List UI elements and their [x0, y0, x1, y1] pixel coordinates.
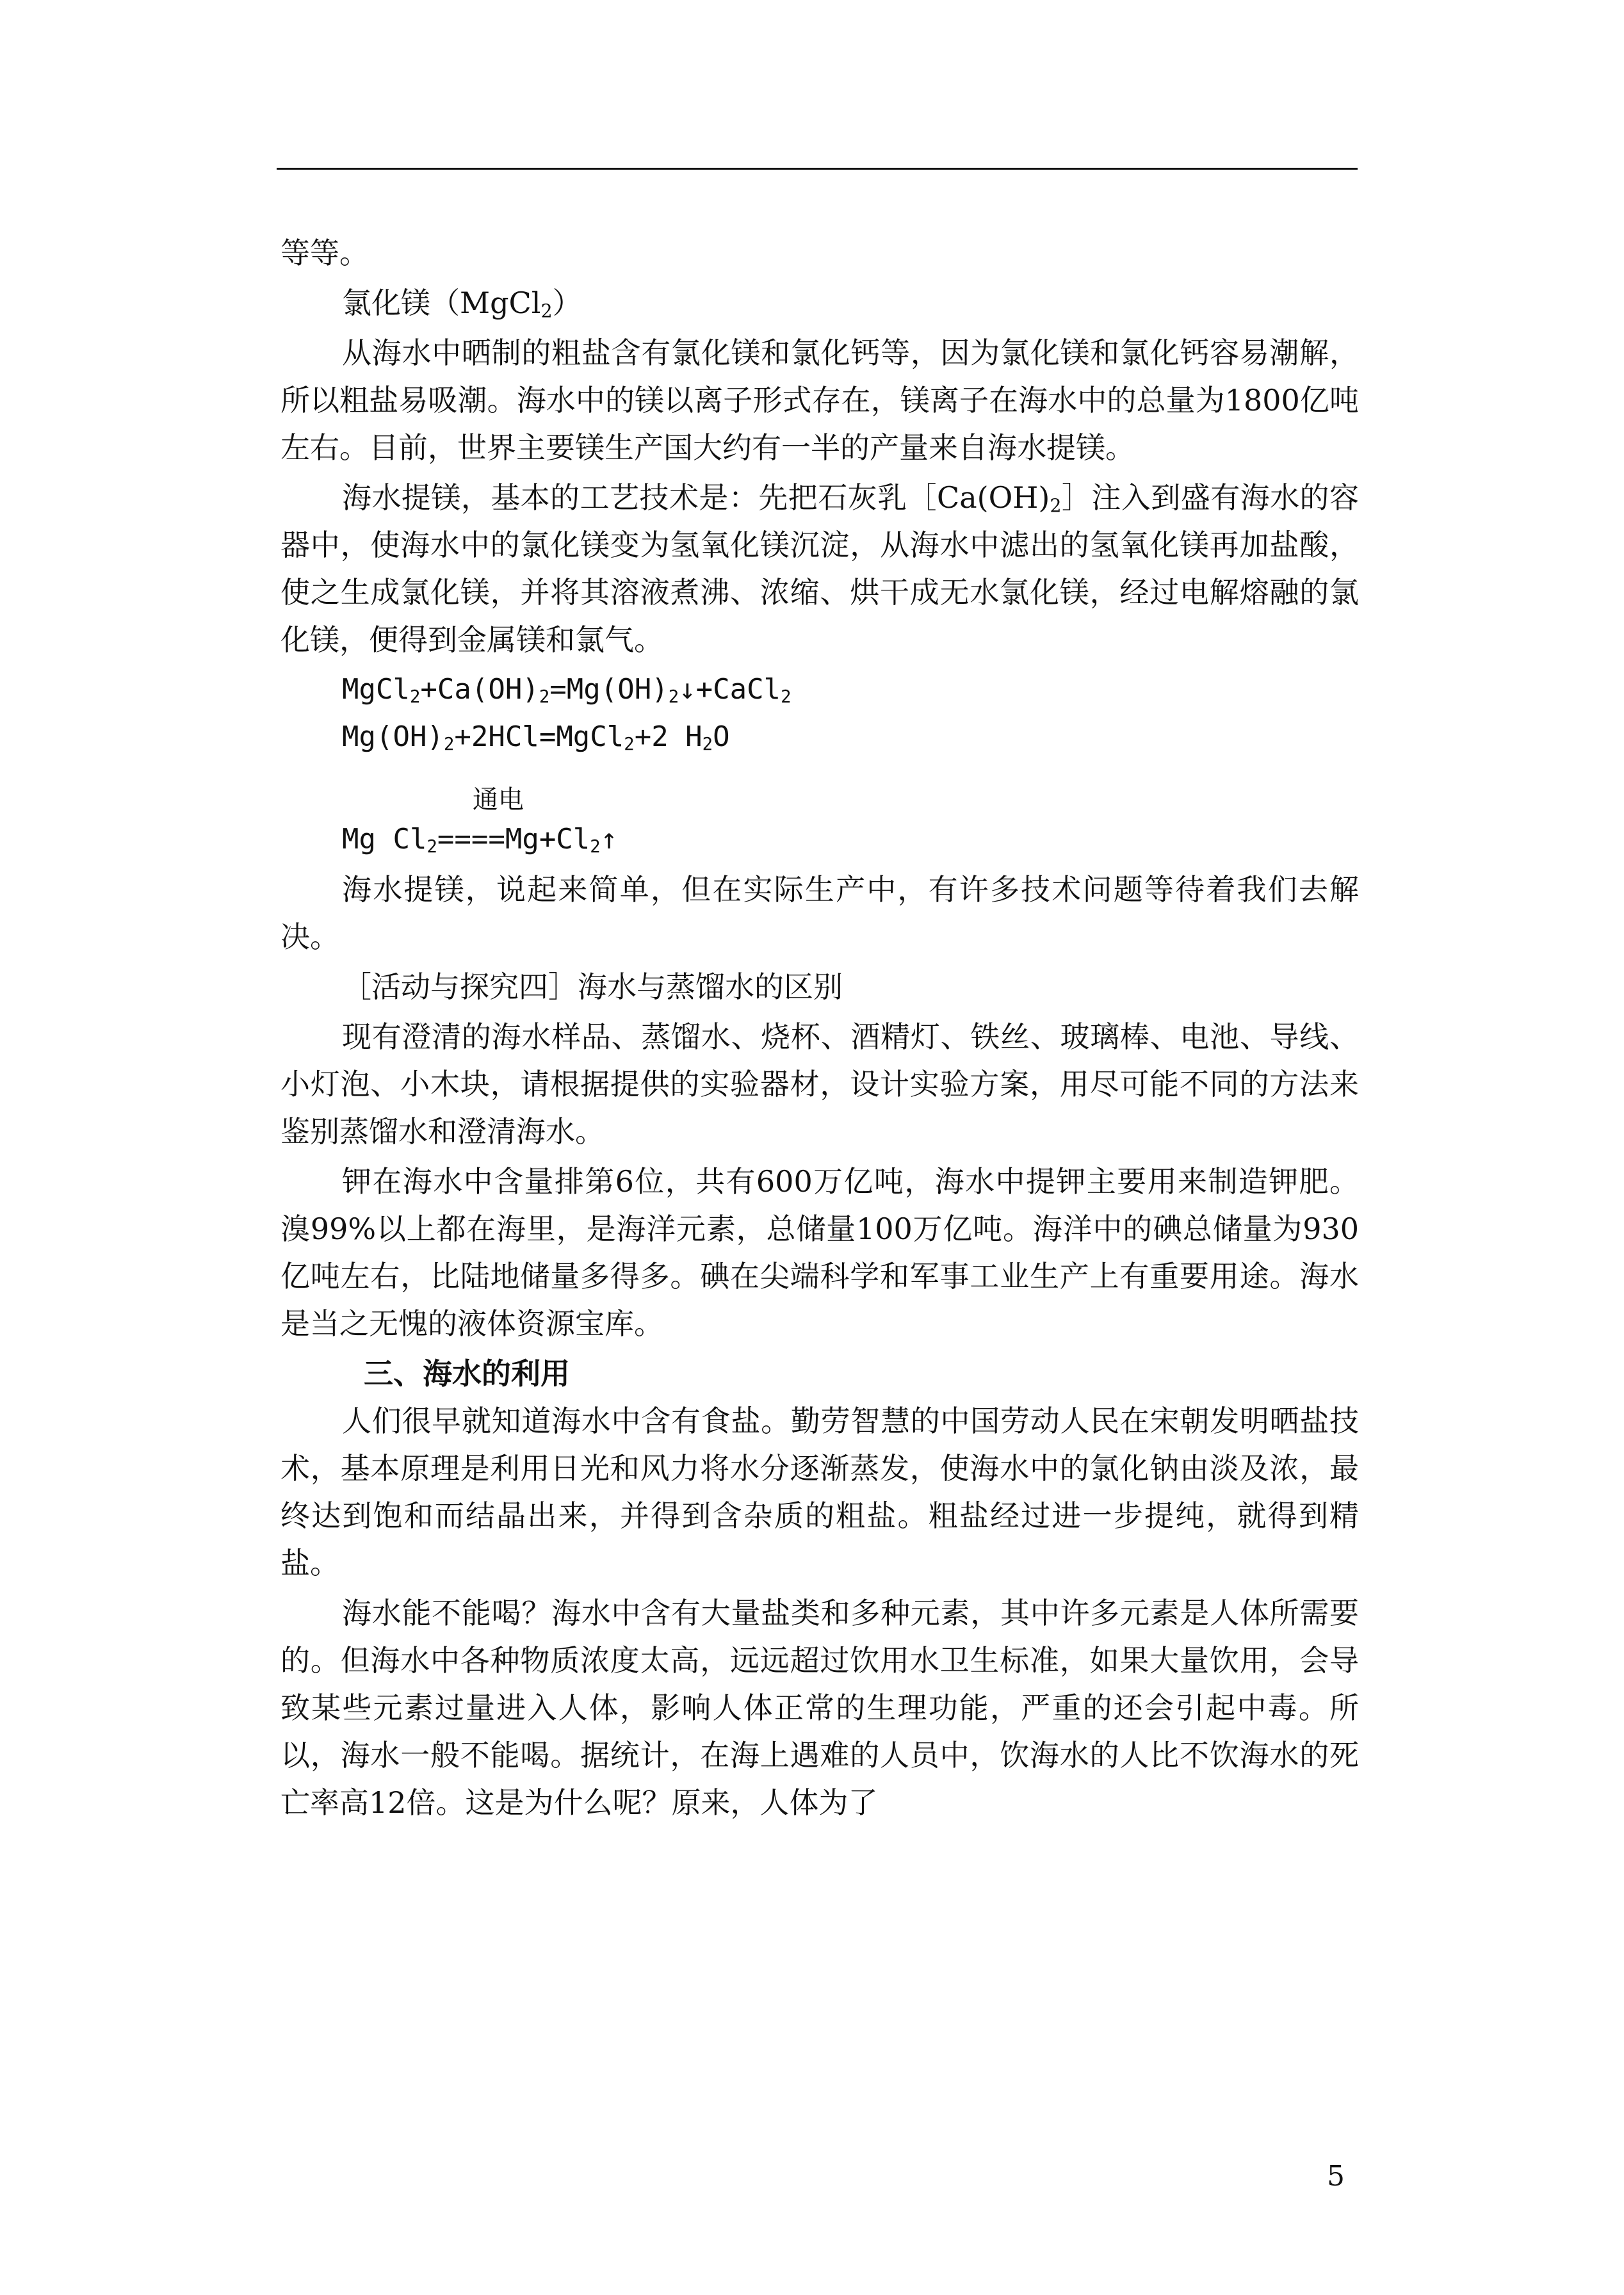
paragraph-magnesium-process [280, 474, 1359, 663]
equation-3 [280, 816, 1359, 863]
equation-1 [280, 666, 1359, 713]
subscript: 2 [624, 734, 635, 754]
subscript: 2 [781, 687, 792, 707]
page-number: 5 [1327, 2160, 1345, 2193]
activity-heading: ［活动与探究四］海水与蒸馏水的区别 [342, 969, 843, 1004]
subscript: 2 [668, 687, 679, 707]
paragraph-mgcl2-source: 从海水中晒制的粗盐含有氯化镁和氯化钙等，因为氯化镁和氯化钙容易潮解，所以粗盐易吸潮。海水中的镁以离子形式存在，镁离子在海水中的总量为1800亿吨左右。目前，世界主要镁生产国大约有一半的产量来自海水提镁。 [280, 336, 1359, 465]
subscript: 2 [702, 734, 713, 754]
paragraph-challenges: 海水提镁，说起来简单，但在实际生产中，有许多技术问题等待着我们去解决。 [280, 872, 1359, 954]
eq-text: =Mg(OH) [549, 673, 669, 706]
eq-text: ====Mg+Cl [437, 823, 590, 856]
eq-text: ↓+CaCl [679, 673, 781, 706]
subscript: 2 [1050, 495, 1062, 517]
section-heading-three: 三、海水的利用 [364, 1356, 570, 1391]
eq-text: +Ca(OH) [420, 673, 539, 706]
eq-text: ↑ [600, 823, 618, 856]
header-rule [277, 168, 1358, 170]
subscript: 2 [443, 734, 455, 754]
eq-text: O [713, 720, 730, 753]
subscript: 2 [426, 837, 437, 857]
paragraph-salt-history: 人们很早就知道海水中含有食盐。勤劳智慧的中国劳动人民在宋朝发明晒盐技术，基本原理是利用日光和风力将水分逐渐蒸发，使海水中的氯化钠由淡及浓，最终达到饱和而结晶出来，并得到含杂质的粗盐。粗盐经过进一步提纯，就得到精盐。 [280, 1404, 1359, 1580]
subscript: 2 [590, 837, 601, 857]
process-text-a: 海水提镁，基本的工艺技术是：先把石灰乳［Ca(OH) [342, 480, 1050, 515]
eq-text: +2HCl=MgCl [454, 720, 624, 753]
eq-text: Mg Cl [342, 823, 427, 856]
subscript: 2 [539, 687, 550, 707]
paragraph-continuation: 等等。 [280, 236, 369, 270]
paragraph-potassium-bromine-iodine: 钾在海水中含量排第6位，共有600万亿吨，海水中提钾主要用来制造钾肥。溴99%以上都在海里，是海洋元素，总储量100万亿吨。海洋中的碘总储量为930亿吨左右，比陆地储量多得多。碘在尖端科学和军事工业生产上有重要用途。海水是当之无愧的液体资源宝库。 [280, 1164, 1359, 1341]
paragraph-drinking-seawater: 海水能不能喝？海水中含有大量盐类和多种元素，其中许多元素是人体所需要的。但海水中各种物质浓度太高，远远超过饮用水卫生标准，如果大量饮用，会导致某些元素过量进入人体，影响人体正常的生理功能，严重的还会引起中毒。所以，海水一般不能喝。据统计，在海上遇难的人员中，饮海水的人比不饮海水的死亡率高12倍。这是为什么呢？原来，人体为了 [280, 1596, 1359, 1820]
section-title-mgcl2 [280, 279, 1359, 327]
mgcl2-title-text: 氯化镁（MgCl [342, 286, 541, 320]
equation-2 [280, 713, 1359, 761]
paragraph-activity: 现有澄清的海水样品、蒸馏水、烧杯、酒精灯、铁丝、玻璃棒、电池、导线、小灯泡、小木块，请根据提供的实验器材，设计实验方案，用尽可能不同的方法来鉴别蒸馏水和澄清海水。 [280, 1019, 1359, 1149]
eq-text: Mg(OH) [342, 720, 444, 753]
eq-text: MgCl [342, 673, 410, 706]
process-text-b: ］注入到盛有海水的容器中，使海水中的氯化镁变为氢氧化镁沉淀，从海水中滤出的氢氧化镁再加盐酸，使之生成氯化镁，并将其溶液煮沸、浓缩、烘干成无水氯化镁，经过电解熔融的氯化镁，便得到金属镁和氯气。 [280, 480, 1360, 657]
mgcl2-title-close: ） [552, 286, 582, 320]
eq-text: +2 H [634, 720, 702, 753]
subscript: 2 [540, 300, 553, 322]
reaction-condition: 通电 [473, 785, 524, 815]
subscript: 2 [409, 687, 421, 707]
document-body [280, 229, 1359, 1826]
